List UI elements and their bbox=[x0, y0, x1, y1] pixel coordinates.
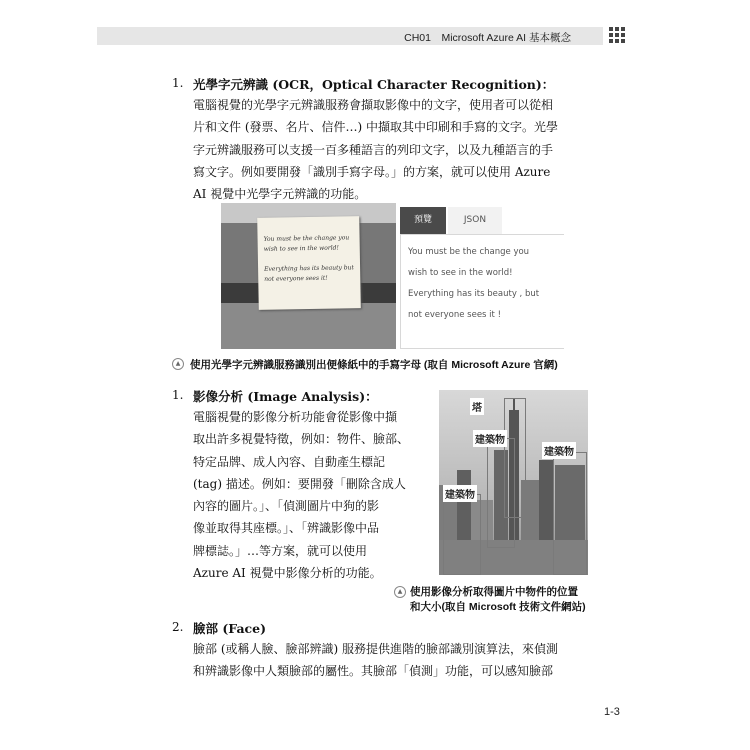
grid-icon bbox=[609, 27, 627, 45]
chapter-header-bar bbox=[97, 27, 603, 45]
image-analysis-paragraph bbox=[193, 406, 409, 584]
ocr-number: 1. bbox=[172, 76, 184, 90]
image-analysis-line: 內容的圖片。」、「偵測圖片中狗的影 bbox=[193, 499, 380, 514]
city-skyline-photo bbox=[439, 390, 588, 575]
chapter-title: CH01 Microsoft Azure AI 基本概念 bbox=[404, 32, 571, 44]
building-bbox bbox=[487, 438, 515, 548]
building-label: 建築物 bbox=[443, 485, 477, 502]
image-analysis-line: (tag) 描述。例如：要開發「刪除含成人 bbox=[193, 476, 406, 491]
building-label: 建築物 bbox=[473, 430, 507, 447]
image-analysis-heading: 影像分析 (Image Analysis)： bbox=[193, 389, 378, 404]
ocr-paragraph bbox=[193, 94, 558, 205]
note-handwriting: Everything has its beauty but bbox=[264, 264, 354, 273]
face-number: 2. bbox=[172, 620, 184, 634]
image-analysis-number: 1. bbox=[172, 388, 184, 402]
ocr-line: 寫文字。例如要開發「識別手寫字母。」的方案，就可以使用 Azure bbox=[193, 164, 551, 179]
image-analysis-line: 電腦視覺的影像分析功能會從影像中擷 bbox=[193, 410, 398, 424]
ocr-result-panel bbox=[400, 203, 564, 349]
image-analysis-line: 取出許多視覺特徵，例如：物件、臉部、 bbox=[193, 432, 410, 447]
tab-preview[interactable]: 預覽 bbox=[400, 207, 446, 234]
image-analysis-line: 牌標誌。」…等方案，就可以使用 bbox=[193, 543, 368, 558]
note-handwriting: wish to see in the world! bbox=[263, 244, 339, 253]
ocr-result-line: not everyone sees it ! bbox=[408, 310, 501, 320]
caption-arrow-icon: ▲ bbox=[394, 586, 406, 598]
image-analysis-line: 像並取得其座標。」、「辨識影像中品 bbox=[193, 521, 380, 536]
building-bbox bbox=[443, 494, 481, 575]
ocr-line: AI 視覺中光學字元辨識的功能。 bbox=[193, 187, 367, 202]
caption-arrow-icon: ▲ bbox=[172, 358, 184, 370]
ocr-result-line: wish to see in the world! bbox=[408, 268, 513, 278]
image-analysis-line: Azure AI 視覺中影像分析的功能。 bbox=[193, 566, 382, 581]
ocr-result-line: You must be the change you bbox=[408, 247, 530, 257]
ocr-result-body bbox=[400, 234, 564, 349]
ocr-line: 字元辨識服務可以支援一百多種語言的列印文字，以及九種語言的手 bbox=[193, 142, 554, 157]
ocr-result-line: Everything has its beauty , but bbox=[408, 289, 540, 299]
face-paragraph bbox=[193, 638, 558, 683]
image-analysis-caption: 和大小(取自 Microsoft 技術文件網站) bbox=[410, 601, 586, 613]
face-heading: 臉部 (Face) bbox=[193, 621, 267, 636]
building-label: 建築物 bbox=[542, 442, 576, 459]
ocr-line: 片和文件 (發票、名片、信件…) 中擷取其中印刷和手寫的文字。光學 bbox=[193, 120, 558, 135]
sticky-note bbox=[257, 216, 361, 310]
ocr-line: 電腦視覺的光學字元辨識服務會擷取影像中的文字，使用者可以從相 bbox=[193, 98, 554, 112]
face-line: 和辨識影像中人類臉部的屬性。其臉部「偵測」功能，可以感知臉部 bbox=[193, 664, 554, 679]
ocr-heading: 光學字元辨識 (OCR，Optical Character Recognition)： bbox=[193, 77, 555, 92]
tab-json[interactable]: JSON bbox=[448, 207, 502, 234]
image-analysis-line: 特定品牌、成人內容、自動產生標記 bbox=[193, 454, 386, 469]
note-handwriting: You must be the change you bbox=[263, 234, 350, 243]
tower-label: 塔 bbox=[470, 398, 484, 415]
ocr-caption: 使用光學字元辨識服務識別出便條紙中的手寫字母 (取自 Microsoft Azure 官網) bbox=[190, 359, 558, 371]
face-line: 臉部 (或稱人臉、臉部辨識) 服務提供進階的臉部識別演算法，來偵測 bbox=[193, 642, 558, 656]
image-analysis-caption: 使用影像分析取得圖片中物件的位置 bbox=[410, 586, 578, 598]
note-handwriting: not everyone sees it! bbox=[264, 274, 328, 283]
sticky-note-photo bbox=[221, 203, 396, 349]
page-number: 1-3 bbox=[604, 706, 620, 718]
building-bbox bbox=[553, 452, 587, 575]
